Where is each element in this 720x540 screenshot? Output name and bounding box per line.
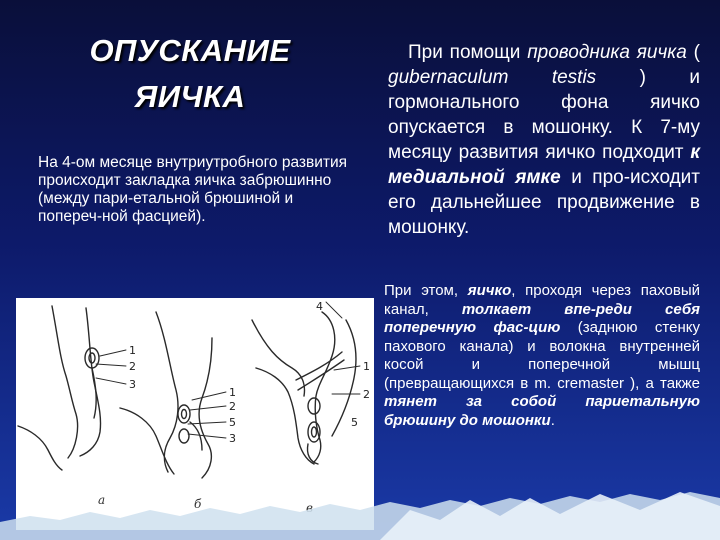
fig-number-c-4: 4	[316, 300, 323, 313]
rb-bold-italic-testis: яичко	[467, 282, 512, 299]
rt-italic-guide: проводника яичка	[527, 42, 687, 63]
rt-text-5: ) и гормонального фона яичко опускается в мошонку. К 7-му месяцу развития яичко подходит	[388, 67, 700, 163]
fig-number-b-3: 3	[229, 432, 236, 445]
fig-number-c-5: 5	[351, 416, 358, 429]
rb-text-3: , проходя через паховый канал,	[384, 282, 701, 318]
rb-bold-italic-pulls: тянет за собой париетальную брюшину до мошонки	[384, 393, 700, 429]
rt-bold-italic-fossa: к медиальной ямке	[388, 142, 700, 188]
rb-text-1: При этом,	[384, 282, 468, 299]
rb-text-7: .	[550, 411, 555, 429]
left-paragraph: На 4-ом месяце внутриутробного развития происходит закладка яичка забрюшинно (между пари-етальной брюшиной и попереч-ной фасцией).	[38, 154, 348, 225]
rt-latin-term: gubernaculum testis	[388, 67, 597, 88]
rb-text-5: (заднюю стенку пахового канала) и волокна внутренней косой и поперечной мышц (превращающихся в m. cremaster ), а также	[384, 319, 700, 392]
fig-number-c-1: 1	[363, 360, 370, 373]
fig-number-b-2: 2	[229, 400, 236, 413]
fig-label-a: а	[98, 493, 106, 507]
title-line-1: ОПУСКАНИЕ	[89, 33, 291, 68]
icy-mountains-decoration	[0, 470, 720, 540]
rt-text-3: (	[686, 42, 701, 63]
rt-text-1: При помощи	[408, 42, 528, 63]
fig-number-a-1: 1	[129, 344, 136, 357]
right-bottom-paragraph	[384, 282, 700, 430]
title-line-2: ЯИЧКА	[134, 79, 246, 114]
fig-label-b: б	[194, 497, 202, 511]
fig-number-c-2: 2	[363, 388, 370, 401]
rt-text-7: и про-исходит его дальнейшее продвижение в мошонку.	[388, 167, 700, 238]
fig-label-c: в	[306, 501, 313, 515]
fig-number-b-5: 5	[229, 416, 236, 429]
slide-title	[40, 28, 340, 120]
fig-number-a-2: 2	[129, 360, 136, 373]
right-top-paragraph	[388, 40, 700, 240]
fig-number-a-3: 3	[129, 378, 136, 391]
fig-number-b-1: 1	[229, 386, 236, 399]
rb-bold-italic-pushes: толкает впе-реди себя поперечную фас-цию	[384, 300, 700, 336]
